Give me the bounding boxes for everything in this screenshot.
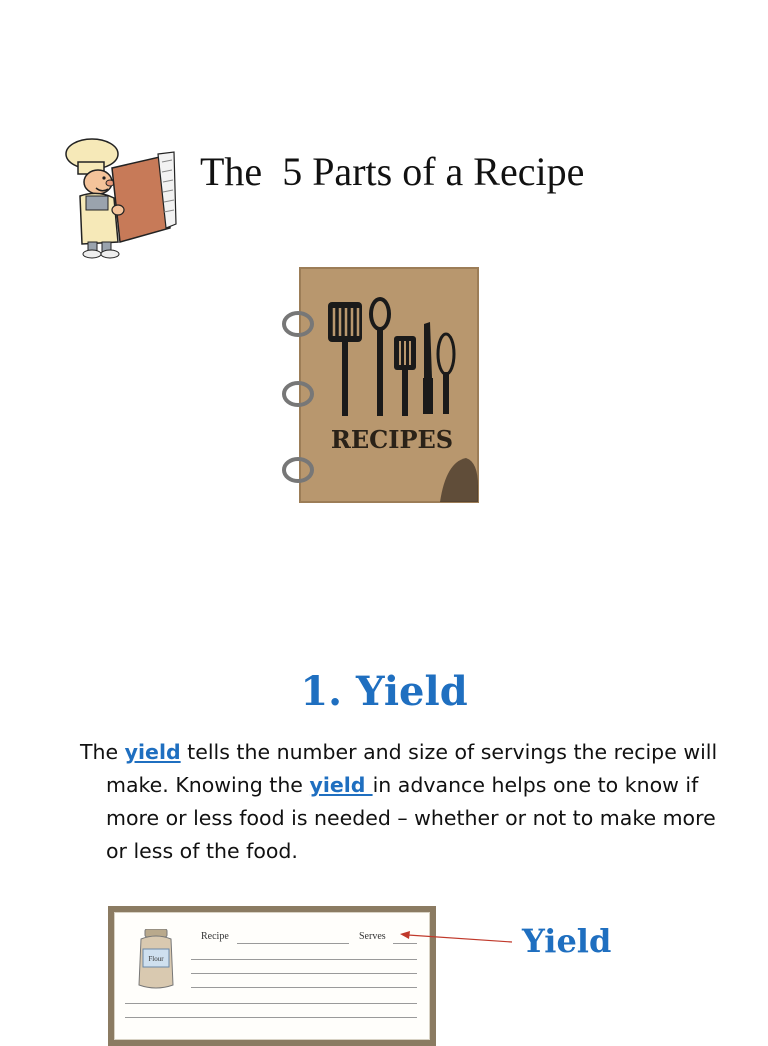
arrow-icon — [396, 928, 516, 948]
jar-label: Flour — [148, 955, 164, 963]
recipe-card-paper — [114, 912, 430, 1040]
recipe-notebook-photo — [280, 266, 482, 506]
recipe-card-image — [108, 906, 436, 1046]
section-heading: 1. Yield — [300, 668, 468, 715]
card-line — [191, 973, 417, 974]
recipe-field-label: Recipe — [201, 931, 229, 942]
yield-callout-label: Yield — [522, 922, 612, 960]
card-line — [125, 1017, 417, 1018]
card-line — [191, 987, 417, 988]
chef-reading-cookbook-illustration — [58, 132, 180, 262]
serves-field-label: Serves — [359, 931, 386, 942]
card-line — [125, 1003, 417, 1004]
flour-jar-icon — [137, 929, 175, 991]
yield-description: The yield tells the number and size of servings the recipe will make. Knowing the yield in advance helps one to know if more or less food is needed – whether or not to make more or less of the food. — [80, 740, 718, 863]
recipe-field-line — [237, 943, 349, 944]
card-line — [191, 959, 417, 960]
yield-keyword: yield — [124, 740, 181, 764]
notebook-label: RECIPES — [330, 425, 454, 454]
slide-title: The 5 Parts of a Recipe — [200, 149, 585, 194]
yield-keyword: yield — [309, 773, 373, 797]
